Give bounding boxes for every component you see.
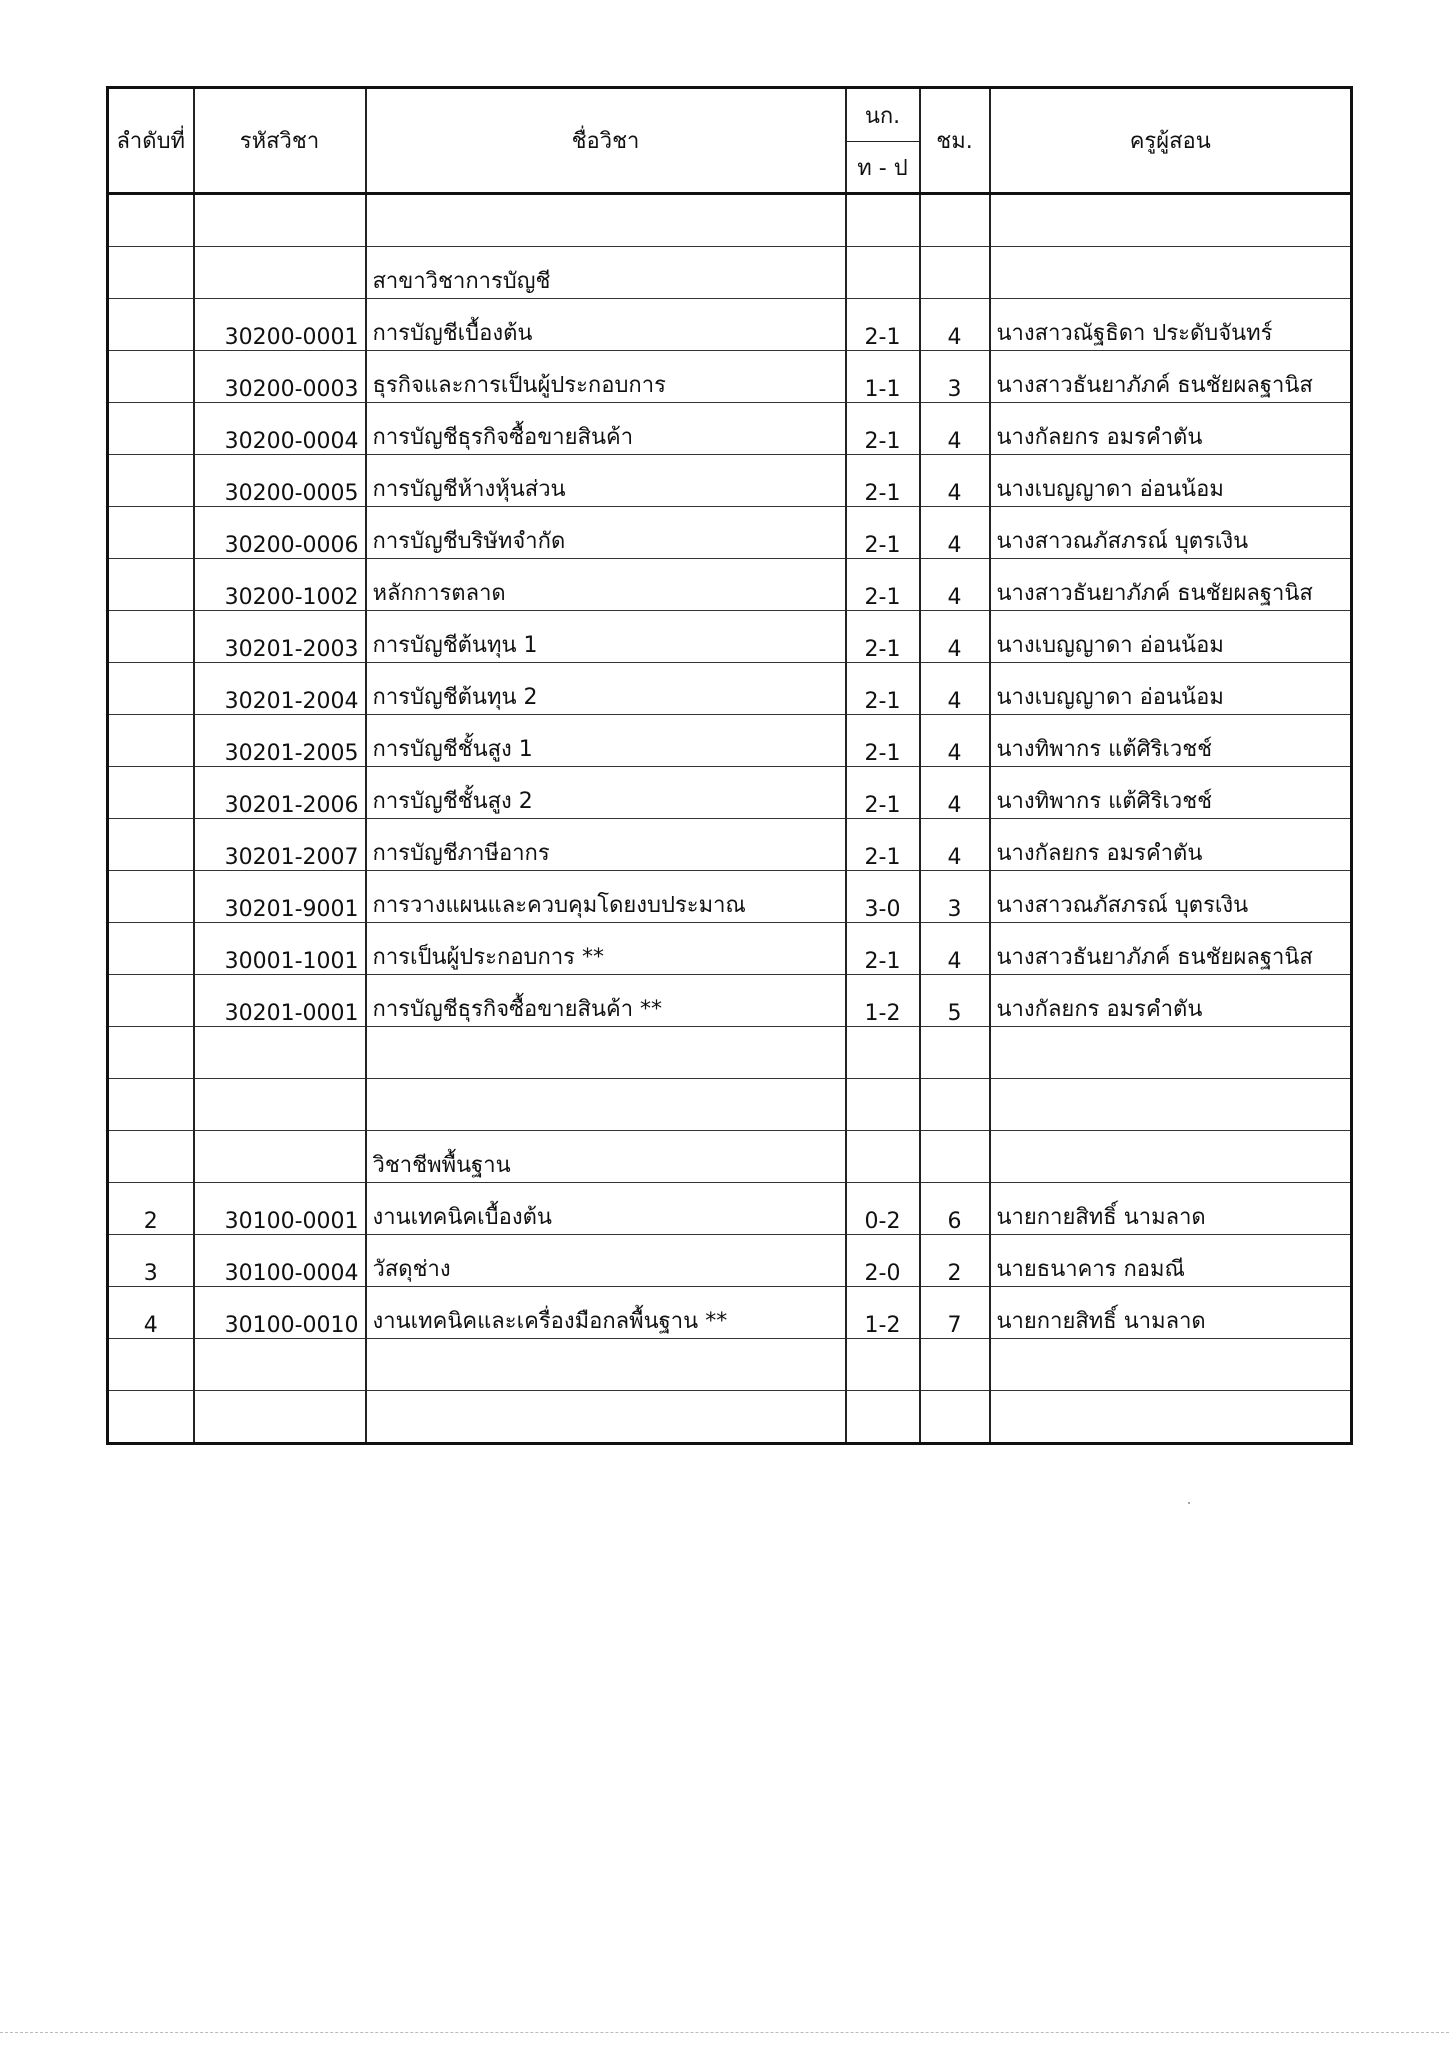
cell-code: 30201-0001 <box>194 975 366 1027</box>
cell-no <box>108 1079 194 1131</box>
cell-no <box>108 559 194 611</box>
cell-no: 2 <box>108 1183 194 1235</box>
cell-code: 30100-0001 <box>194 1183 366 1235</box>
cell-no <box>108 715 194 767</box>
cell-code: 30200-0001 <box>194 299 366 351</box>
cell-credit: 2-1 <box>846 663 920 715</box>
cell-teacher <box>990 1027 1352 1079</box>
cell-teacher: นางเบญญาดา อ่อนน้อม <box>990 611 1352 663</box>
cell-credit <box>846 247 920 299</box>
table-row <box>108 559 1352 611</box>
cell-credit: 2-1 <box>846 455 920 507</box>
cell-teacher: นางสาวณภัสภรณ์ บุตรเงิน <box>990 871 1352 923</box>
cell-teacher <box>990 1079 1352 1131</box>
cell-name <box>366 1079 846 1131</box>
cell-no <box>108 507 194 559</box>
cell-hours: 4 <box>920 299 990 351</box>
cell-code: 30200-0006 <box>194 507 366 559</box>
cell-hours <box>920 1079 990 1131</box>
cell-teacher: นางสาวธันยาภัภค์ ธนชัยผลฐานิส <box>990 923 1352 975</box>
cell-credit: 3-0 <box>846 871 920 923</box>
cell-code: 30200-1002 <box>194 559 366 611</box>
cell-no <box>108 194 194 247</box>
cell-credit: 1-2 <box>846 1287 920 1339</box>
cell-name: การบัญชีห้างหุ้นส่วน <box>366 455 846 507</box>
cell-no <box>108 247 194 299</box>
cell-teacher: นางสาวธันยาภัภค์ ธนชัยผลฐานิส <box>990 351 1352 403</box>
cell-hours <box>920 1339 990 1391</box>
table-header <box>108 88 1352 194</box>
cell-credit: 2-1 <box>846 715 920 767</box>
header-credit: นก. <box>846 88 920 142</box>
course-table <box>106 86 1353 1445</box>
cell-teacher: นางสาวธันยาภัภค์ ธนชัยผลฐานิส <box>990 559 1352 611</box>
cell-name <box>366 1391 846 1444</box>
cell-credit <box>846 1339 920 1391</box>
cell-hours: 4 <box>920 611 990 663</box>
cell-hours: 4 <box>920 819 990 871</box>
cell-credit: 2-1 <box>846 611 920 663</box>
cell-teacher: นางกัลยกร อมรคำตัน <box>990 403 1352 455</box>
cell-no <box>108 819 194 871</box>
cell-teacher <box>990 1391 1352 1444</box>
table-row <box>108 1183 1352 1235</box>
cell-credit: 2-1 <box>846 299 920 351</box>
cell-no <box>108 611 194 663</box>
cell-code: 30201-2005 <box>194 715 366 767</box>
cell-code: 30100-0004 <box>194 1235 366 1287</box>
table-row <box>108 611 1352 663</box>
cell-code <box>194 1027 366 1079</box>
cell-code: 30201-2007 <box>194 819 366 871</box>
cell-name <box>366 194 846 247</box>
cell-code: 30001-1001 <box>194 923 366 975</box>
cell-no <box>108 663 194 715</box>
cell-hours <box>920 247 990 299</box>
blank-row <box>108 1079 1352 1131</box>
table-row <box>108 1287 1352 1339</box>
cell-name: การบัญชีธุรกิจซื้อขายสินค้า <box>366 403 846 455</box>
cell-credit: 1-2 <box>846 975 920 1027</box>
cell-name: การบัญชีเบื้องต้น <box>366 299 846 351</box>
cell-no <box>108 1391 194 1444</box>
cell-no <box>108 1339 194 1391</box>
cell-credit: 2-1 <box>846 559 920 611</box>
blank-row <box>108 194 1352 247</box>
cell-credit: 2-1 <box>846 923 920 975</box>
cell-no <box>108 1131 194 1183</box>
cell-credit <box>846 1027 920 1079</box>
cell-teacher: นางทิพากร แต้ศิริเวชช์ <box>990 715 1352 767</box>
table-row <box>108 975 1352 1027</box>
cell-code <box>194 1131 366 1183</box>
header-name: ชื่อวิชา <box>366 88 846 194</box>
table-row <box>108 715 1352 767</box>
cell-teacher <box>990 1131 1352 1183</box>
cell-hours <box>920 1391 990 1444</box>
cell-teacher <box>990 194 1352 247</box>
cell-hours: 3 <box>920 871 990 923</box>
cell-code: 30201-9001 <box>194 871 366 923</box>
cell-credit <box>846 1079 920 1131</box>
cell-hours: 2 <box>920 1235 990 1287</box>
cell-name: การวางแผนและควบคุมโดยงบประมาณ <box>366 871 846 923</box>
cell-teacher: นางเบญญาดา อ่อนน้อม <box>990 663 1352 715</box>
cell-code: 30100-0010 <box>194 1287 366 1339</box>
cell-credit <box>846 1131 920 1183</box>
cell-hours: 6 <box>920 1183 990 1235</box>
cell-teacher: นางทิพากร แต้ศิริเวชช์ <box>990 767 1352 819</box>
cell-no: 4 <box>108 1287 194 1339</box>
cell-hours: 4 <box>920 923 990 975</box>
cell-name: วัสดุช่าง <box>366 1235 846 1287</box>
cell-code: 30200-0003 <box>194 351 366 403</box>
cell-credit: 2-1 <box>846 507 920 559</box>
header-hours: ชม. <box>920 88 990 194</box>
cell-credit: 2-1 <box>846 403 920 455</box>
cell-name: หลักการตลาด <box>366 559 846 611</box>
cell-credit <box>846 1391 920 1444</box>
cell-hours <box>920 1027 990 1079</box>
cell-no <box>108 1027 194 1079</box>
cell-code <box>194 247 366 299</box>
cell-credit: 2-1 <box>846 767 920 819</box>
table-row <box>108 767 1352 819</box>
cell-name: งานเทคนิคและเครื่องมือกลพื้นฐาน ** <box>366 1287 846 1339</box>
cell-hours: 4 <box>920 715 990 767</box>
cell-no <box>108 351 194 403</box>
cell-no <box>108 455 194 507</box>
cell-hours <box>920 194 990 247</box>
cell-name: การบัญชีชั้นสูง 2 <box>366 767 846 819</box>
table-row <box>108 351 1352 403</box>
cell-code <box>194 1079 366 1131</box>
scan-speck <box>1188 1502 1190 1504</box>
cell-code: 30201-2004 <box>194 663 366 715</box>
cell-teacher: นายธนาคาร กอมณี <box>990 1235 1352 1287</box>
cell-name: การบัญชีบริษัทจำกัด <box>366 507 846 559</box>
section-row <box>108 247 1352 299</box>
cell-teacher: นายกายสิทธิ์ นามลาด <box>990 1183 1352 1235</box>
table-row <box>108 871 1352 923</box>
cell-credit: 0-2 <box>846 1183 920 1235</box>
section-row <box>108 1131 1352 1183</box>
cell-hours: 4 <box>920 767 990 819</box>
cell-no <box>108 923 194 975</box>
cell-teacher: นางกัลยกร อมรคำตัน <box>990 819 1352 871</box>
cell-no <box>108 871 194 923</box>
cell-teacher: นายกายสิทธิ์ นามลาด <box>990 1287 1352 1339</box>
header-credit-sub: ท - ป <box>846 142 920 194</box>
cell-no <box>108 299 194 351</box>
table-row <box>108 923 1352 975</box>
blank-row <box>108 1391 1352 1444</box>
table-row <box>108 507 1352 559</box>
header-teacher: ครูผู้สอน <box>990 88 1352 194</box>
cell-credit <box>846 194 920 247</box>
table-row <box>108 299 1352 351</box>
cell-hours: 4 <box>920 403 990 455</box>
cell-name: งานเทคนิคเบื้องต้น <box>366 1183 846 1235</box>
cell-no: 3 <box>108 1235 194 1287</box>
table-body <box>108 194 1352 1444</box>
cell-name <box>366 1339 846 1391</box>
table-row <box>108 403 1352 455</box>
cell-teacher: นางสาวณัฐธิดา ประดับจันทร์ <box>990 299 1352 351</box>
cell-hours: 4 <box>920 663 990 715</box>
page-bottom-rule <box>0 2032 1449 2033</box>
cell-name <box>366 1027 846 1079</box>
cell-teacher <box>990 1339 1352 1391</box>
table-row <box>108 663 1352 715</box>
cell-code <box>194 1339 366 1391</box>
cell-teacher: นางสาวณภัสภรณ์ บุตรเงิน <box>990 507 1352 559</box>
cell-credit: 2-0 <box>846 1235 920 1287</box>
cell-code: 30200-0005 <box>194 455 366 507</box>
table-row <box>108 819 1352 871</box>
cell-hours: 7 <box>920 1287 990 1339</box>
cell-hours: 4 <box>920 455 990 507</box>
cell-credit: 1-1 <box>846 351 920 403</box>
cell-no <box>108 975 194 1027</box>
cell-code <box>194 194 366 247</box>
cell-teacher <box>990 247 1352 299</box>
cell-hours: 4 <box>920 559 990 611</box>
cell-code: 30201-2003 <box>194 611 366 663</box>
blank-row <box>108 1339 1352 1391</box>
cell-hours: 5 <box>920 975 990 1027</box>
cell-no <box>108 403 194 455</box>
header-code: รหัสวิชา <box>194 88 366 194</box>
cell-hours: 3 <box>920 351 990 403</box>
cell-teacher: นางกัลยกร อมรคำตัน <box>990 975 1352 1027</box>
table-row <box>108 1235 1352 1287</box>
cell-name: การบัญชีต้นทุน 2 <box>366 663 846 715</box>
cell-name: การบัญชีชั้นสูง 1 <box>366 715 846 767</box>
table-row <box>108 455 1352 507</box>
header-no: ลำดับที่ <box>108 88 194 194</box>
cell-no <box>108 767 194 819</box>
section-title: สาขาวิชาการบัญชี <box>366 247 846 299</box>
cell-name: การบัญชีต้นทุน 1 <box>366 611 846 663</box>
cell-name: การบัญชีภาษีอากร <box>366 819 846 871</box>
cell-hours <box>920 1131 990 1183</box>
cell-name: การเป็นผู้ประกอบการ ** <box>366 923 846 975</box>
blank-row <box>108 1027 1352 1079</box>
cell-hours: 4 <box>920 507 990 559</box>
cell-code: 30201-2006 <box>194 767 366 819</box>
cell-name: ธุรกิจและการเป็นผู้ประกอบการ <box>366 351 846 403</box>
cell-code: 30200-0004 <box>194 403 366 455</box>
cell-teacher: นางเบญญาดา อ่อนน้อม <box>990 455 1352 507</box>
cell-code <box>194 1391 366 1444</box>
section-title: วิชาชีพพื้นฐาน <box>366 1131 846 1183</box>
cell-name: การบัญชีธุรกิจซื้อขายสินค้า ** <box>366 975 846 1027</box>
cell-credit: 2-1 <box>846 819 920 871</box>
